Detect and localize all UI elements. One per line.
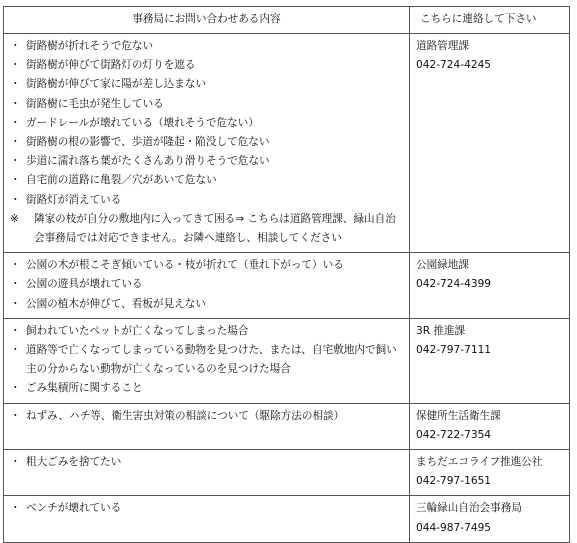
list-item — [10, 322, 405, 341]
bullet: ・ — [10, 259, 21, 272]
bullet: ・ — [10, 97, 21, 110]
list-item-text: ねずみ、ハチ等、衛生害虫対策の相談について（駆除方法の相談） — [26, 409, 345, 422]
inquiry-cell — [4, 253, 410, 319]
header-row — [4, 7, 570, 34]
contact-cell — [410, 496, 570, 542]
bullet: ・ — [10, 59, 21, 72]
list-item — [10, 152, 405, 171]
bullet: ・ — [10, 409, 21, 422]
list-item — [10, 37, 405, 56]
list-item — [10, 499, 405, 518]
inquiry-cell — [4, 318, 410, 403]
list-item — [10, 56, 405, 75]
note-text: 隣家の枝が自分の敷地内に入ってきて困る⇒ こちらは道路管理課、緑山自治会事務局では対応できません。お隣へ連絡し、相談してください — [34, 212, 396, 245]
contact-phone: 042-724-4245 — [416, 59, 492, 72]
bullet: ・ — [10, 456, 21, 469]
table-row — [4, 253, 570, 319]
list-item-text: 公園の遊具が壊れている — [26, 278, 143, 291]
list-item — [10, 295, 405, 314]
list-item — [10, 453, 405, 472]
bullet: ・ — [10, 344, 21, 357]
bullet: ・ — [10, 155, 21, 168]
list-item — [10, 407, 405, 426]
contact-phone: 042-797-1651 — [416, 475, 492, 488]
list-item-text: 自宅前の道路に亀裂／穴があいて危ない — [26, 174, 217, 187]
list-item-text: 歩道に濡れ落ち葉がたくさんあり滑りそうで危ない — [26, 155, 270, 168]
bullet: ・ — [10, 297, 21, 310]
list-item — [10, 341, 405, 379]
contact-department: 三輪緑山自治会事務局 — [416, 502, 522, 515]
list-item — [10, 133, 405, 152]
bullet: ・ — [10, 174, 21, 187]
table-row — [4, 318, 570, 403]
list-item-text: 街路樹が伸びて家に陽が差し込まない — [26, 78, 207, 91]
contact-department: 道路管理課 — [416, 40, 469, 52]
table-body — [4, 34, 570, 543]
bullet: ・ — [10, 278, 21, 291]
list-item — [10, 275, 405, 294]
inquiry-cell — [4, 403, 410, 449]
contact-phone: 042-797-7111 — [416, 344, 492, 357]
list-item-text: 街路樹が伸びて街路灯の灯りを遮る — [26, 59, 196, 72]
bullet: ・ — [10, 78, 21, 91]
contact-table — [3, 6, 570, 543]
contact-department: 保健所生活衛生課 — [416, 409, 501, 422]
list-item-text: 公園の植木が伸びて、看板が見えない — [26, 297, 206, 310]
inquiry-cell — [4, 450, 410, 496]
contact-phone: 042-724-4399 — [416, 278, 492, 291]
list-item-text: 街路樹に毛虫が発生している — [26, 97, 164, 110]
contact-phone: 044-987-7495 — [416, 521, 492, 534]
header-content: 事務局にお問い合わせある内容 — [4, 7, 410, 34]
list-item-text: 街路樹の根の影響で、歩道が隆起・陥没して危ない — [26, 136, 270, 149]
list-item-text: 粗大ごみを捨てたい — [26, 456, 122, 469]
list-item-text: 街路樹が折れそうで危ない — [26, 40, 154, 52]
bullet: ・ — [10, 193, 21, 206]
list-item-text: 街路灯が消えている — [26, 193, 122, 206]
list-item — [10, 114, 405, 133]
table-row — [4, 450, 570, 496]
table-row — [4, 34, 570, 253]
note-mark: ※ — [10, 212, 19, 225]
contact-department: 公園緑地課 — [416, 259, 469, 272]
list-item-text: ごみ集積所に関すること — [26, 382, 143, 395]
contact-cell — [410, 253, 570, 319]
list-item-text: ガードレールが壊れている（壊れそうで危ない） — [26, 116, 259, 129]
bullet: ・ — [10, 116, 21, 129]
contact-department: まちだエコライフ推進公社 — [416, 456, 543, 469]
contact-department: 3R 推進課 — [416, 324, 466, 337]
contact-cell — [410, 318, 570, 403]
table-row — [4, 496, 570, 542]
list-item — [10, 171, 405, 190]
list-item — [10, 379, 405, 398]
bullet: ・ — [10, 382, 21, 395]
contact-cell — [410, 34, 570, 253]
bullet: ・ — [10, 502, 21, 515]
inquiry-cell — [4, 496, 410, 542]
bullet: ・ — [10, 136, 21, 149]
list-item — [10, 256, 405, 275]
bullet: ・ — [10, 40, 21, 52]
list-item — [10, 75, 405, 94]
contact-cell — [410, 403, 570, 449]
contact-cell — [410, 450, 570, 496]
list-item-text: 道路等で亡くなってしまっている動物を見つけた、または、自宅敷地内で飼い主の分からない動物が亡くなっているのを見つけた場合 — [26, 344, 397, 376]
contact-phone: 042-722-7354 — [416, 428, 492, 441]
list-item-text: 公園の木が根こそぎ傾いている・枝が折れて（垂れ下がって）いる — [26, 259, 344, 272]
header-contact: こちらに連絡して下さい — [410, 7, 570, 34]
list-item-text: 飼われていたペットが亡くなってしまった場合 — [26, 324, 249, 337]
list-item — [10, 95, 405, 114]
bullet: ・ — [10, 324, 21, 337]
list-item-text: ベンチが壊れている — [26, 502, 122, 515]
inquiry-cell — [4, 34, 410, 253]
note — [10, 210, 405, 248]
list-item — [10, 191, 405, 210]
table-row — [4, 403, 570, 449]
